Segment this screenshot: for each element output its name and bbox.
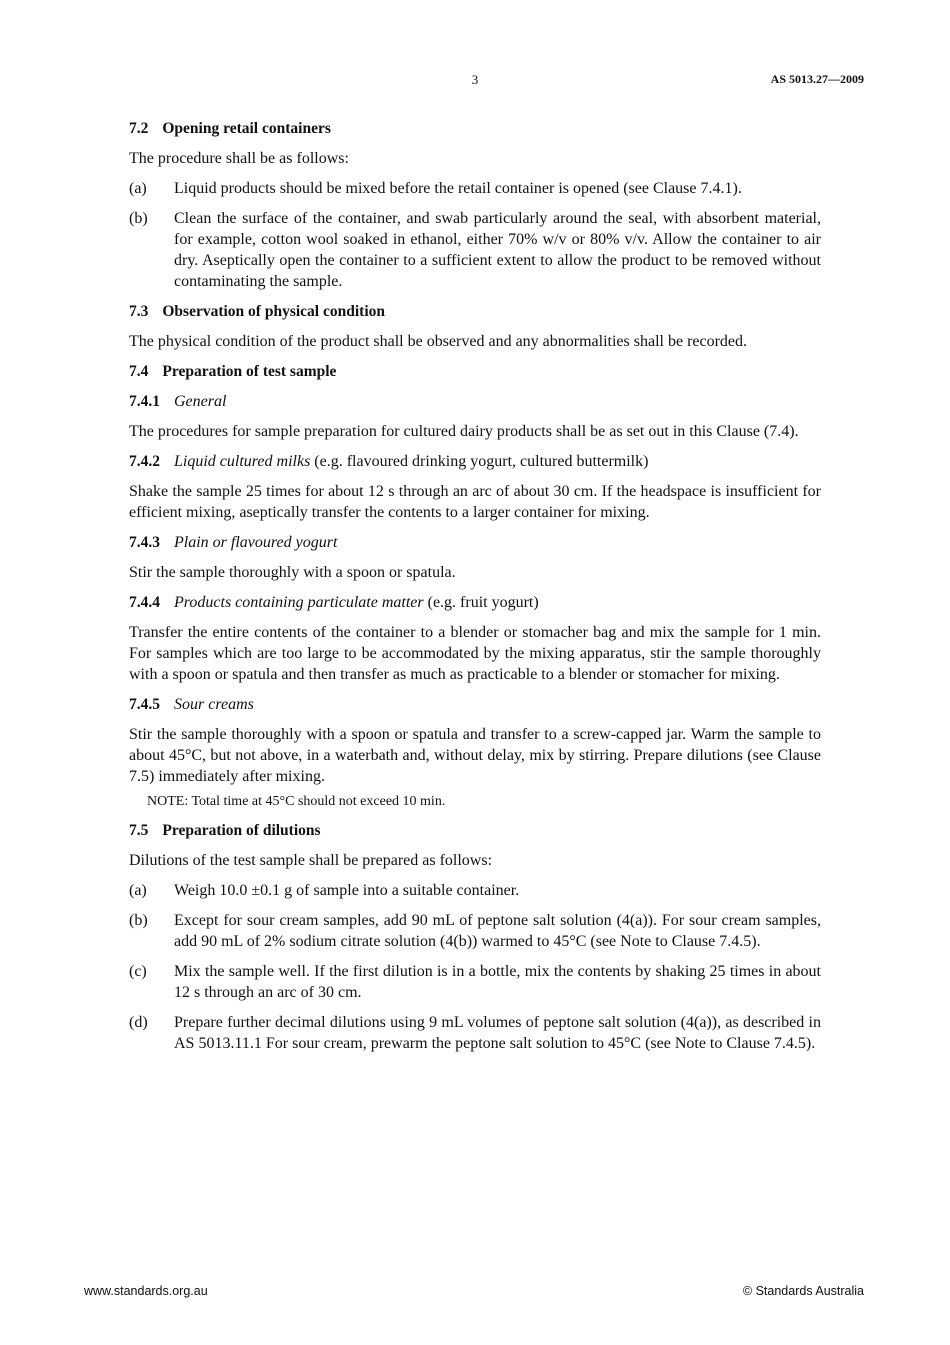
subsection-title: General (174, 393, 227, 410)
subsection-title-suffix: (e.g. flavoured drinking yogurt, cultured buttermilk) (310, 453, 649, 470)
subsection-7-4-5-body: Stir the sample thoroughly with a spoon or spatula and transfer to a screw-capped jar. Warm the sample to about 45°C, but not above, in a waterbath and, without delay, mix by stirring. Prepare dilutions (see Clause 7.5) immediately after mixing. (129, 726, 821, 785)
section-number: 7.4 (129, 363, 149, 380)
section-number: 7.5 (129, 822, 149, 839)
subsection-7-4-4-body: Transfer the entire contents of the container to a blender or stomacher bag and mix the sample for 1 min. For samples which are too large to be accommodated by the mixing apparatus, stir the sample thoroughly with a spoon or spatula and then transfer as much as practicable to a blender or stomacher for mixing. (129, 624, 821, 683)
section-title: Observation of physical condition (162, 303, 385, 320)
subsection-7-4-5-heading (129, 694, 821, 715)
subsection-title: Products containing particulate matter (174, 594, 424, 611)
section-7-2-heading (129, 118, 821, 139)
subsection-7-4-3-heading (129, 532, 821, 553)
section-7-5-intro: Dilutions of the test sample shall be prepared as follows: (129, 852, 493, 869)
subsection-7-4-3-body: Stir the sample thoroughly with a spoon or spatula. (129, 564, 456, 581)
section-title: Preparation of test sample (162, 363, 337, 380)
list-item-label: (a) (129, 882, 147, 899)
section-7-2-list (129, 178, 821, 292)
footer-website-link[interactable]: www.standards.org.au (84, 1284, 208, 1298)
list-item-label: (c) (129, 963, 147, 980)
subsection-number: 7.4.3 (129, 534, 160, 551)
list-item-text: Clean the surface of the container, and swab particularly around the seal, with absorbent material, for example, cotton wool soaked in ethanol, either 70% w/v or 80% v/v. Allow the container to air dry. Aseptically open the container to a sufficient extent to allow the product to be removed without contaminating the sample. (174, 210, 821, 290)
subsection-number: 7.4.5 (129, 696, 160, 713)
list-item (129, 208, 821, 292)
list-item-label: (b) (129, 912, 148, 929)
list-item (129, 178, 821, 199)
section-7-4-heading (129, 361, 821, 382)
list-item-text: Weigh 10.0 ±0.1 g of sample into a suitable container. (174, 882, 520, 899)
subsection-title-suffix: (e.g. fruit yogurt) (423, 594, 539, 611)
list-item-text: Except for sour cream samples, add 90 mL of peptone salt solution (4(a)). For sour cream samples, add 90 mL of 2% sodium citrate solution (4(b)) warmed to 45°C (see Note to Clause 7.4.5). (174, 912, 821, 950)
subsection-7-4-4-heading (129, 592, 821, 613)
list-item-text: Prepare further decimal dilutions using 9 mL volumes of peptone salt solution (4(a)), as described in AS 5013.11.1 For sour cream, prewarm the peptone salt solution to 45°C (see Note to Clause 7.4.5). (174, 1014, 821, 1052)
page-number: 3 (471, 72, 479, 87)
list-item-text: Mix the sample well. If the first dilution is in a bottle, mix the contents by shaking 25 times in about 12 s through an arc of 30 cm. (174, 963, 821, 1001)
subsection-7-4-1-body: The procedures for sample preparation for cultured dairy products shall be as set out in this Clause (7.4). (129, 423, 799, 440)
section-title: Preparation of dilutions (162, 822, 321, 839)
section-7-5-list (129, 880, 821, 1054)
list-item (129, 910, 821, 952)
list-item-label: (a) (129, 180, 147, 197)
list-item-label: (d) (129, 1014, 148, 1031)
document-id: AS 5013.27—2009 (770, 72, 864, 86)
note: NOTE: Total time at 45°C should not exceed 10 min. (147, 794, 446, 809)
section-7-3-body: The physical condition of the product shall be observed and any abnormalities shall be recorded. (129, 333, 748, 350)
subsection-title: Sour creams (174, 696, 254, 713)
list-item-label: (b) (129, 210, 148, 227)
subsection-7-4-2-body: Shake the sample 25 times for about 12 s through an arc of about 30 cm. If the headspace is insufficient for efficient mixing, aseptically transfer the contents to a larger container for mixing. (129, 483, 821, 521)
subsection-7-4-2-heading (129, 451, 821, 472)
section-number: 7.2 (129, 120, 149, 137)
section-title: Opening retail containers (162, 120, 331, 137)
list-item (129, 961, 821, 1003)
subsection-title: Liquid cultured milks (174, 453, 311, 470)
footer-copyright: © Standards Australia (742, 1284, 864, 1298)
section-7-2-intro: The procedure shall be as follows: (129, 150, 349, 167)
list-item (129, 880, 821, 901)
subsection-number: 7.4.4 (129, 594, 160, 611)
subsection-7-4-1-heading (129, 391, 821, 412)
subsection-number: 7.4.2 (129, 453, 160, 470)
subsection-number: 7.4.1 (129, 393, 160, 410)
list-item-text: Liquid products should be mixed before the retail container is opened (see Clause 7.4.1). (174, 180, 742, 197)
subsection-title: Plain or flavoured yogurt (174, 534, 338, 551)
section-number: 7.3 (129, 303, 149, 320)
section-7-3-heading (129, 301, 821, 322)
section-7-5-heading (129, 820, 821, 841)
list-item (129, 1012, 821, 1054)
page-content (129, 118, 821, 1063)
